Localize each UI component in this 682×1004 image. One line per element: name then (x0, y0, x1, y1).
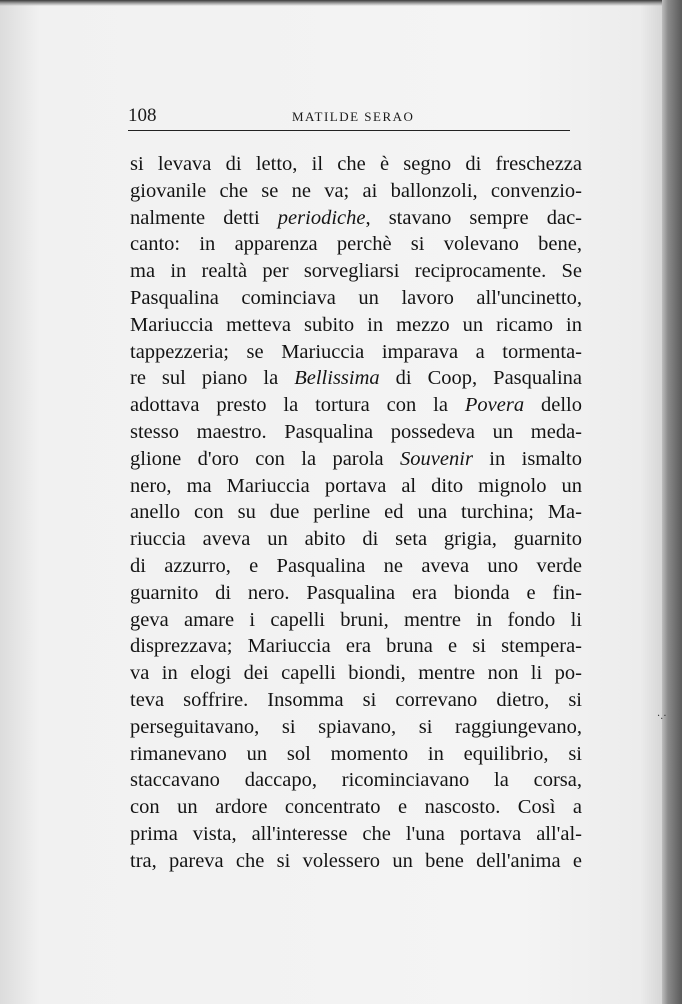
text-line: teva soffrire. Insomma si correvano dietro, si (130, 688, 582, 711)
text-line: geva amare i capelli bruni, mentre in fondo li (130, 608, 582, 631)
text-line: va in elogi dei capelli biondi, mentre non li po- (130, 662, 582, 685)
text-line: stesso maestro. Pasqualina possedeva un meda- (130, 420, 582, 443)
text-line: anello con su due perline ed una turchina; Ma- (130, 501, 582, 524)
running-head-author: MATILDE SERAO (292, 109, 415, 124)
text-line: glione d'oro con la parola Souvenir in ismalto (130, 447, 582, 470)
text-line: Mariuccia metteva subito in mezzo un ricamo in (130, 313, 582, 336)
text-line: re sul piano la Bellissima di Coop, Pasqualina (130, 367, 582, 390)
page-top-edge (0, 0, 668, 6)
text-line: ma in realtà per sorvegliarsi reciprocamente. Se (130, 260, 582, 283)
text-line: Pasqualina cominciava un lavoro all'uncinetto, (130, 286, 582, 309)
page-number: 108 (128, 105, 157, 126)
text-line: guarnito di nero. Pasqualina era bionda e fin- (130, 581, 582, 604)
text-line: canto: in apparenza perchè si volevano bene, (130, 233, 582, 256)
page-right-edge (662, 0, 682, 1004)
text-line: rimanevano un sol momento in equilibrio, si (130, 742, 582, 765)
margin-mark: ·.· (657, 711, 667, 722)
text-line: nalmente detti periodiche, stavano sempre dac- (130, 206, 583, 229)
running-head (128, 104, 570, 131)
text-line: tappezzeria; se Mariuccia imparava a tormenta- (130, 340, 582, 363)
text-line: riuccia aveva un abito di seta grigia, guarnito (130, 528, 582, 551)
text-line: prima vista, all'interesse che l'una portava all'al- (130, 822, 582, 845)
text-line: tra, pareva che si volessero un bene dell'anima e (130, 849, 582, 872)
text-line: disprezzava; Mariuccia era bruna e si stempera- (130, 635, 582, 658)
text-line: giovanile che se ne va; ai ballonzoli, convenzio- (130, 179, 582, 202)
text-line: perseguitavano, si spiavano, si raggiungevano, (130, 715, 582, 738)
text-line: con un ardore concentrato e nascosto. Così a (130, 796, 582, 819)
body-text (130, 151, 582, 875)
text-line: nero, ma Mariuccia portava al dito mignolo un (130, 474, 582, 497)
text-line: adottava presto la tortura con la Povera dello (130, 394, 582, 417)
text-line: di azzurro, e Pasqualina ne aveva uno verde (130, 554, 582, 577)
text-line: staccavano daccapo, ricominciavano la corsa, (130, 769, 582, 792)
text-line: si levava di letto, il che è segno di freschezza (130, 153, 582, 175)
